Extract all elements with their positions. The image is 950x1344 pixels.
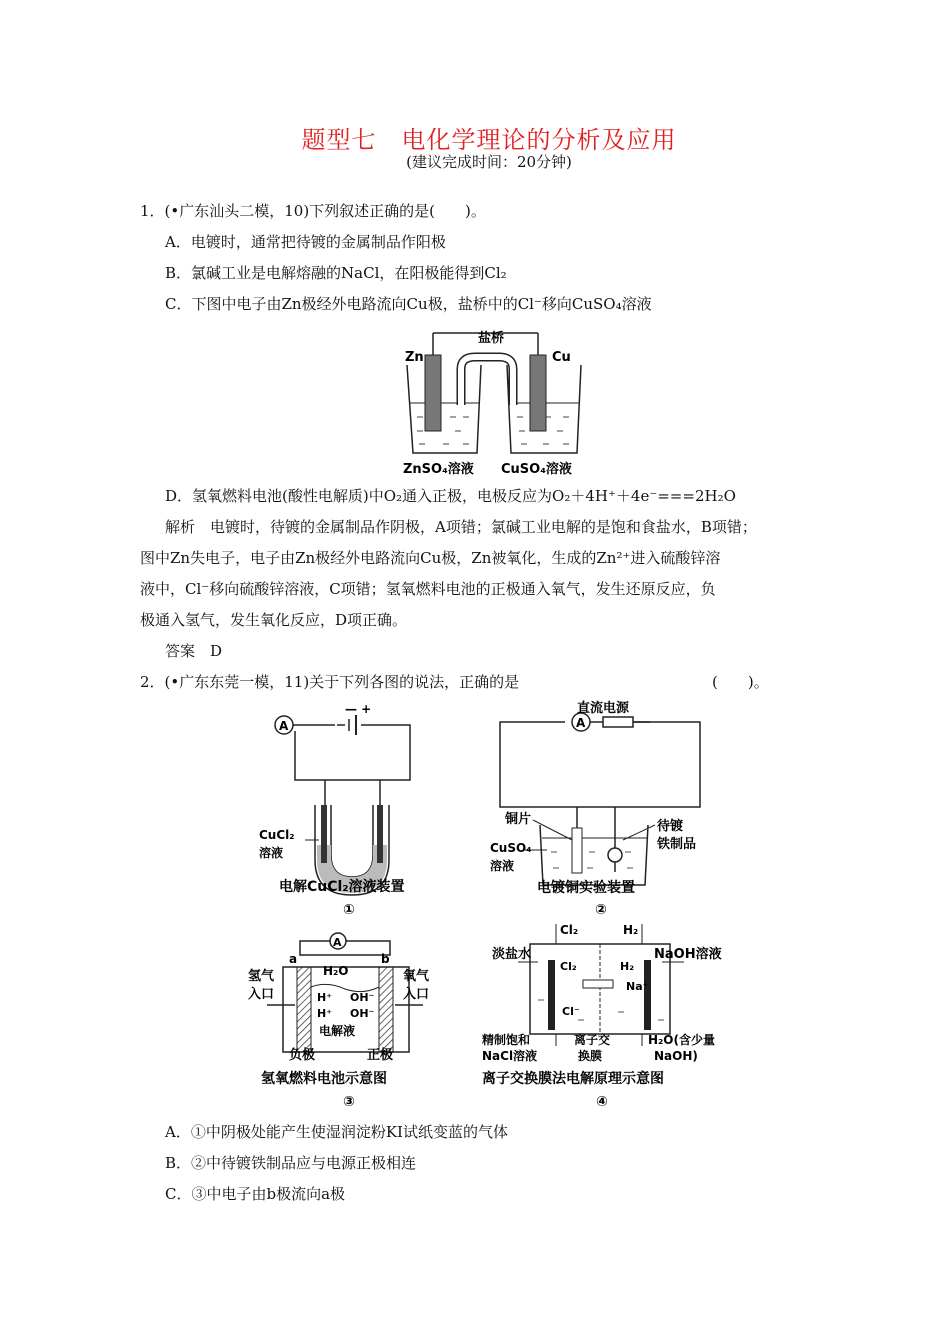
figure-2-plating: [485, 700, 735, 925]
page-title: 题型七 电化学理论的分析及应用: [301, 126, 677, 154]
svg-text:待镀: 待镀: [657, 819, 684, 834]
svg-text:H₂O: H₂O: [323, 964, 349, 978]
svg-text:入口: 入口: [403, 987, 430, 1002]
svg-text:OH⁻: OH⁻: [350, 1007, 375, 1020]
svg-text:①: ①: [343, 902, 355, 918]
svg-text:③: ③: [343, 1094, 355, 1110]
svg-text:OH⁻: OH⁻: [350, 991, 375, 1004]
question-2-option-b: B．②中待镀铁制品应与电源正极相连: [165, 1154, 417, 1172]
analysis-line-4: 极通入氢气，发生氧化反应，D项正确。: [140, 611, 408, 629]
svg-text:换膜: 换膜: [578, 1049, 603, 1063]
cu-label: Cu: [552, 350, 571, 365]
svg-text:H⁺: H⁺: [317, 991, 333, 1004]
svg-text:H₂: H₂: [620, 960, 635, 973]
answer-line: 答案 D: [165, 642, 223, 660]
figure-3-fuel-cell: [245, 925, 465, 1115]
svg-text:H⁺: H⁺: [317, 1007, 333, 1020]
question-1-option-a: A．电镀时，通常把待镀的金属制品作阳极: [165, 233, 446, 251]
svg-text:溶液: 溶液: [259, 846, 284, 860]
question-2-option-c: C．③中电子由b极流向a极: [165, 1185, 346, 1203]
figure-4-membrane-cell: [478, 920, 740, 1115]
figure-2-caption: 电镀铜实验装置: [537, 880, 635, 896]
svg-text:A: A: [279, 719, 289, 733]
svg-text:铜片: 铜片: [505, 812, 532, 827]
svg-text:CuCl₂: CuCl₂: [259, 828, 295, 842]
svg-text:A: A: [576, 716, 586, 730]
question-1-option-d: D．氢氧燃料电池(酸性电解质)中O₂通入正极，电极反应为O₂＋4H⁺＋4e⁻===2H₂O: [165, 487, 736, 505]
svg-text:氢气: 氢气: [248, 969, 275, 984]
question-1-option-b: B．氯碱工业是电解熔融的NaCl，在阳极能得到Cl₂: [165, 264, 507, 282]
cuso4-label: CuSO₄溶液: [501, 462, 572, 477]
svg-text:A: A: [333, 936, 342, 949]
svg-text:NaOH): NaOH): [654, 1049, 698, 1063]
salt-bridge-label: 盐桥: [478, 331, 505, 346]
svg-text:离子交: 离子交: [574, 1033, 611, 1047]
question-2-stem: 2．(•广东东莞一模，11)关于下列各图的说法，正确的是: [140, 673, 520, 691]
zn-label: Zn: [405, 350, 424, 365]
svg-text:氧气: 氧气: [403, 969, 430, 984]
figure-3-caption: 氢氧燃料电池示意图: [261, 1071, 387, 1087]
svg-text:正极: 正极: [367, 1048, 394, 1063]
figure-1-electrolysis: [255, 705, 455, 923]
svg-text:a: a: [289, 952, 298, 966]
question-1-option-c: C．下图中电子由Zn极经外电路流向Cu极，盐桥中的Cl⁻移向CuSO₄溶液: [165, 295, 652, 313]
svg-text:直流电源: 直流电源: [577, 701, 630, 716]
svg-text:— +: — +: [345, 705, 372, 716]
svg-text:电解液: 电解液: [319, 1024, 356, 1038]
salt-bridge-figure: [395, 325, 595, 480]
svg-text:NaOH溶液: NaOH溶液: [654, 947, 722, 962]
svg-text:精制饱和: 精制饱和: [482, 1033, 531, 1047]
figure-1-caption: 电解CuCl₂溶液装置: [279, 879, 405, 895]
svg-text:②: ②: [595, 902, 607, 918]
svg-text:④: ④: [596, 1094, 608, 1110]
question-2-option-a: A．①中阴极处能产生使湿润淀粉KI试纸变蓝的气体: [165, 1123, 508, 1141]
svg-text:Cl₂: Cl₂: [560, 960, 577, 973]
svg-text:溶液: 溶液: [490, 859, 515, 873]
svg-text:负极: 负极: [289, 1048, 316, 1063]
svg-text:Cl⁻: Cl⁻: [562, 1005, 580, 1018]
svg-text:b: b: [381, 952, 390, 966]
question-2-paren: ( )。: [712, 673, 769, 691]
znso4-label: ZnSO₄溶液: [403, 462, 474, 477]
svg-text:入口: 入口: [248, 987, 275, 1002]
svg-text:CuSO₄: CuSO₄: [490, 841, 532, 855]
question-1-stem: 1．(•广东汕头二模，10)下列叙述正确的是( )。: [140, 202, 486, 220]
svg-text:H₂O(含少量: H₂O(含少量: [648, 1033, 715, 1047]
analysis-line-1: 解析 电镀时，待镀的金属制品作阴极，A项错；氯碱工业电解的是饱和食盐水，B项错；: [165, 518, 757, 536]
svg-text:铁制品: 铁制品: [657, 837, 697, 852]
figure-4-caption: 离子交换膜法电解原理示意图: [482, 1071, 664, 1087]
analysis-line-3: 液中，Cl⁻移向硫酸锌溶液，C项错；氢氧燃料电池的正极通入氧气，发生还原反应，负: [140, 580, 716, 598]
svg-text:Na⁺: Na⁺: [626, 980, 649, 993]
svg-text:H₂: H₂: [623, 923, 639, 937]
analysis-line-2: 图中Zn失电子，电子由Zn极经外电路流向Cu极，Zn被氧化，生成的Zn²⁺进入硫酸锌溶: [140, 549, 721, 567]
svg-text:淡盐水: 淡盐水: [492, 947, 532, 962]
page-subtitle: (建议完成时间：20分钟): [406, 153, 572, 171]
svg-text:Cl₂: Cl₂: [560, 923, 579, 937]
svg-text:NaCl溶液: NaCl溶液: [482, 1049, 538, 1063]
